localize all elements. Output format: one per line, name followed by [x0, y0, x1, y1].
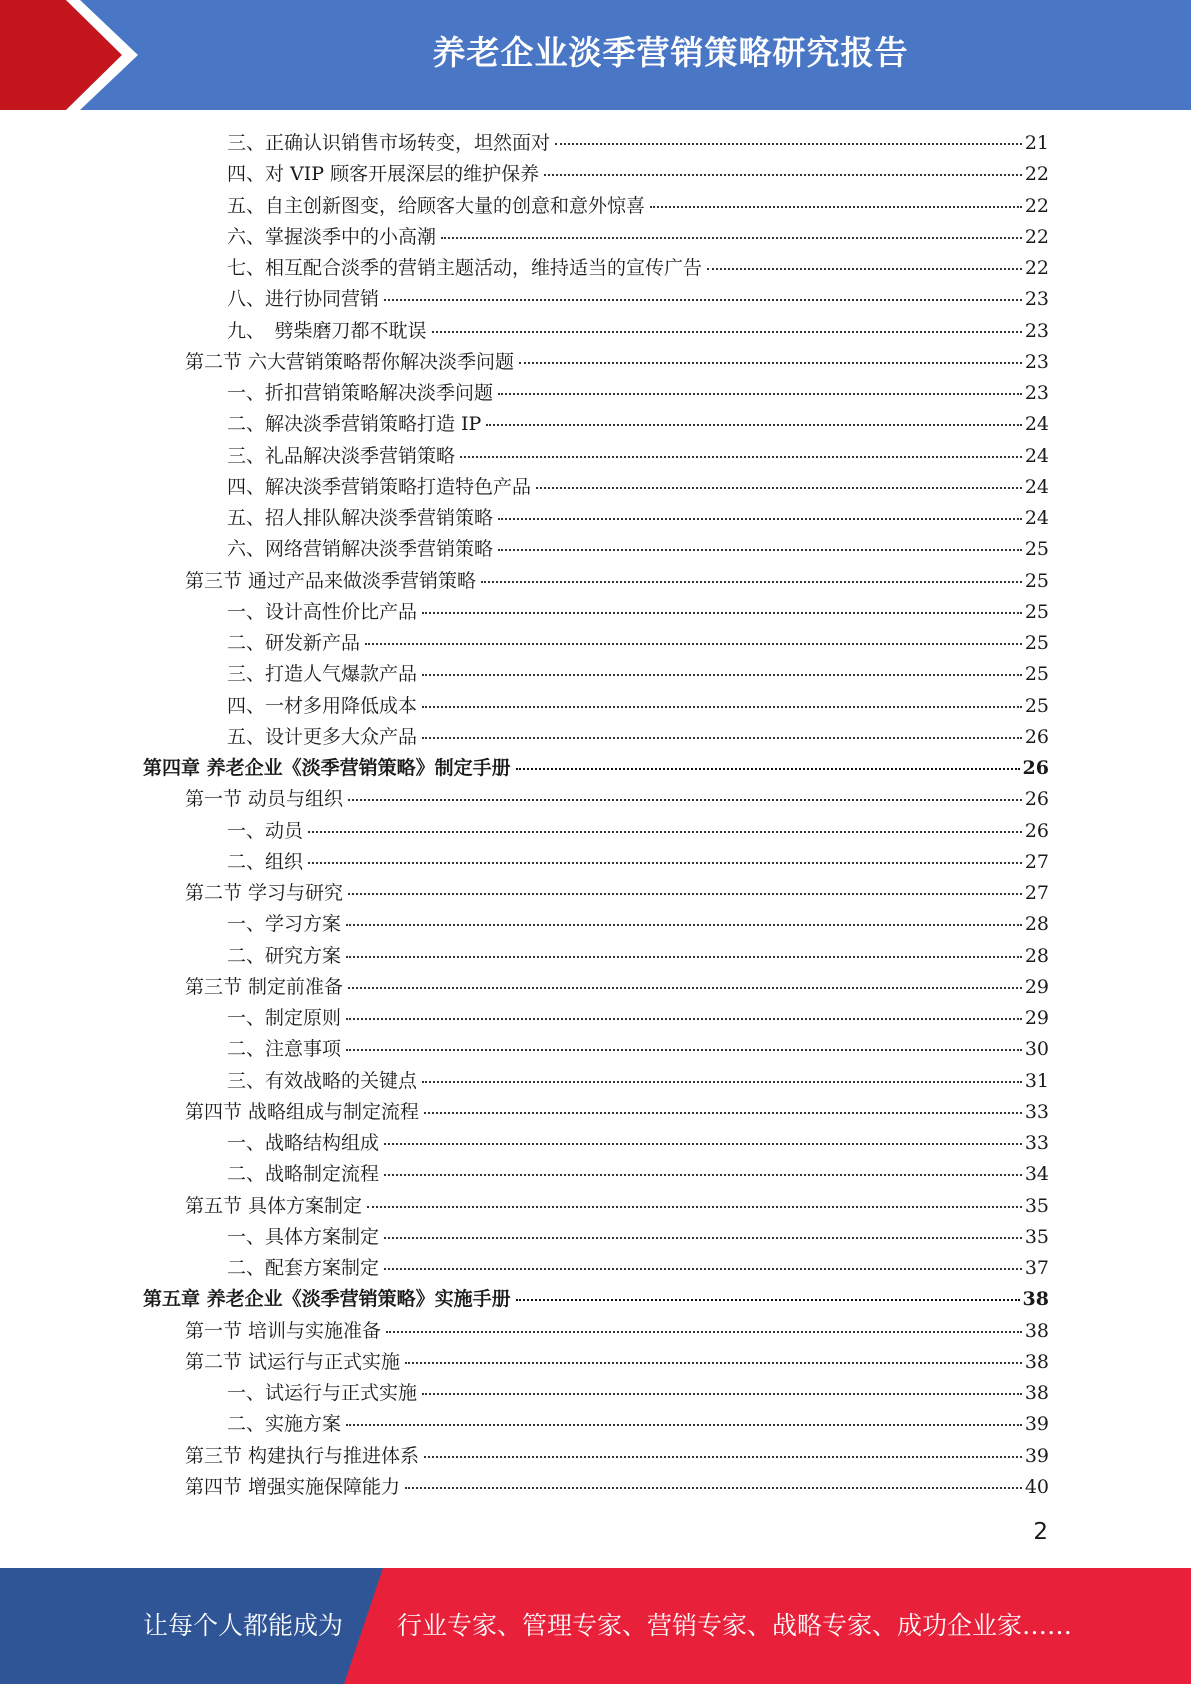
toc-subsection-entry[interactable] — [227, 1066, 1049, 1097]
toc-dot-leader — [544, 174, 1022, 176]
header-red-arrow-decoration — [0, 0, 150, 110]
toc-subsection-entry[interactable] — [227, 597, 1049, 628]
toc-entry-page: 24 — [1024, 475, 1049, 498]
toc-entry-page: 37 — [1024, 1257, 1049, 1279]
toc-entry-label: 一、战略结构组成 — [227, 1132, 380, 1154]
toc-chapter-entry[interactable] — [143, 753, 1049, 784]
toc-dot-leader — [384, 1174, 1022, 1176]
toc-entry-label: 二、实施方案 — [227, 1413, 342, 1436]
toc-entry-page: 28 — [1024, 944, 1049, 967]
toc-entry-page: 27 — [1024, 882, 1049, 904]
toc-dot-leader — [384, 299, 1022, 301]
toc-dot-leader — [432, 331, 1022, 333]
toc-dot-leader — [346, 1049, 1022, 1051]
toc-dot-leader — [422, 737, 1022, 739]
toc-entry-label: 九、 劈柴磨刀都不耽误 — [227, 319, 427, 342]
toc-entry-page: 22 — [1024, 163, 1049, 186]
toc-entry-page: 30 — [1024, 1038, 1049, 1061]
toc-entry-page: 24 — [1024, 413, 1049, 436]
toc-entry-label: 第一节 培训与实施准备 — [185, 1319, 382, 1342]
toc-section-entry[interactable] — [185, 347, 1049, 378]
toc-entry-page: 24 — [1024, 507, 1049, 529]
toc-dot-leader — [348, 893, 1022, 895]
toc-section-entry[interactable] — [185, 566, 1049, 597]
toc-entry-label: 五、自主创新图变，给顾客大量的创意和意外惊喜 — [227, 194, 646, 217]
toc-subsection-entry[interactable] — [227, 1159, 1049, 1190]
toc-entry-page: 27 — [1024, 850, 1049, 873]
toc-entry-page: 26 — [1024, 819, 1049, 842]
toc-entry-label: 第一节 动员与组织 — [185, 788, 344, 811]
toc-dot-leader — [486, 424, 1021, 426]
toc-dot-leader — [498, 549, 1022, 551]
toc-entry-label: 五、设计更多大众产品 — [227, 725, 418, 748]
footer-slogan-left: 让每个人都能成为 — [143, 1611, 344, 1640]
toc-entry-label: 第三节 通过产品来做淡季营销策略 — [185, 569, 477, 592]
footer-slogan-right: 行业专家、管理专家、营销专家、战略专家、成功企业家…… — [397, 1611, 1073, 1640]
toc-entry-page: 39 — [1024, 1444, 1049, 1467]
toc-entry-label: 第二节 六大营销策略帮你解决淡季问题 — [185, 350, 515, 373]
toc-dot-leader — [424, 1456, 1022, 1458]
toc-subsection-entry[interactable] — [227, 472, 1049, 503]
toc-entry-page: 25 — [1024, 538, 1049, 561]
toc-entry-page: 21 — [1024, 132, 1049, 154]
toc-dot-leader — [346, 1424, 1022, 1426]
toc-entry-page: 28 — [1024, 913, 1049, 936]
toc-entry-page: 34 — [1024, 1163, 1049, 1186]
toc-subsection-entry[interactable] — [227, 941, 1049, 972]
toc-entry-label: 一、制定原则 — [227, 1007, 342, 1029]
toc-entry-label: 二、研发新产品 — [227, 632, 361, 654]
toc-dot-leader — [367, 1206, 1022, 1208]
toc-dot-leader — [384, 1268, 1022, 1270]
toc-entry-label: 二、配套方案制定 — [227, 1257, 380, 1279]
toc-entry-label: 一、学习方案 — [227, 913, 342, 936]
toc-entry-label: 第四节 增强实施保障能力 — [185, 1475, 401, 1498]
toc-entry-label: 一、设计高性价比产品 — [227, 600, 418, 623]
page-header — [0, 0, 1191, 110]
toc-entry-label: 第二节 试运行与正式实施 — [185, 1350, 401, 1373]
toc-entry-page: 25 — [1024, 569, 1049, 592]
toc-subsection-entry[interactable] — [227, 441, 1049, 472]
toc-entry-label: 八、进行协同营销 — [227, 288, 380, 311]
toc-dot-leader — [422, 1393, 1022, 1395]
toc-entry-page: 22 — [1024, 257, 1049, 279]
toc-entry-page: 26 — [1024, 788, 1049, 811]
toc-entry-page: 35 — [1024, 1194, 1049, 1217]
toc-entry-label: 二、注意事项 — [227, 1038, 342, 1061]
toc-entry-label: 三、礼品解决淡季营销策略 — [227, 444, 456, 467]
toc-subsection-entry[interactable] — [227, 409, 1049, 440]
toc-dot-leader — [519, 362, 1022, 364]
toc-dot-leader — [308, 862, 1022, 864]
toc-subsection-entry[interactable] — [227, 628, 1049, 659]
toc-entry-page: 35 — [1024, 1225, 1049, 1248]
toc-entry-label: 四、对 VIP 顾客开展深层的维护保养 — [227, 163, 540, 186]
toc-section-entry[interactable] — [185, 972, 1049, 1003]
toc-subsection-entry[interactable] — [227, 316, 1049, 347]
toc-subsection-entry[interactable] — [227, 222, 1049, 253]
toc-entry-page: 23 — [1024, 382, 1049, 404]
toc-entry-label: 三、打造人气爆款产品 — [227, 663, 418, 686]
toc-dot-leader — [348, 799, 1022, 801]
toc-subsection-entry[interactable] — [227, 847, 1049, 878]
toc-entry-label: 七、相互配合淡季的营销主题活动，维持适当的宣传广告 — [227, 257, 703, 279]
toc-dot-leader — [308, 831, 1022, 833]
toc-subsection-entry[interactable] — [227, 1128, 1049, 1159]
toc-dot-leader — [346, 956, 1022, 958]
toc-entry-page: 26 — [1024, 725, 1049, 748]
toc-entry-page: 31 — [1024, 1069, 1049, 1092]
toc-dot-leader — [555, 143, 1022, 145]
toc-entry-page: 25 — [1024, 632, 1049, 654]
toc-entry-page: 33 — [1024, 1100, 1049, 1123]
toc-subsection-entry[interactable] — [227, 191, 1049, 222]
toc-subsection-entry[interactable] — [227, 1003, 1049, 1034]
toc-subsection-entry[interactable] — [227, 1034, 1049, 1065]
toc-dot-leader — [707, 268, 1022, 270]
toc-dot-leader — [346, 1018, 1022, 1020]
toc-entry-label: 五、招人排队解决淡季营销策略 — [227, 507, 494, 529]
toc-entry-page: 29 — [1024, 975, 1049, 998]
toc-dot-leader — [498, 518, 1022, 520]
toc-section-entry[interactable] — [185, 1441, 1049, 1472]
toc-entry-label: 一、动员 — [227, 819, 304, 842]
toc-entry-label: 四、解决淡季营销策略打造特色产品 — [227, 475, 532, 498]
toc-subsection-entry[interactable] — [227, 159, 1049, 190]
toc-subsection-entry[interactable] — [227, 534, 1049, 565]
toc-entry-label: 三、正确认识销售市场转变，坦然面对 — [227, 132, 551, 154]
toc-subsection-entry[interactable] — [227, 503, 1049, 534]
toc-subsection-entry[interactable] — [227, 659, 1049, 690]
toc-dot-leader — [498, 393, 1022, 395]
toc-dot-leader — [441, 237, 1022, 239]
toc-dot-leader — [386, 1331, 1022, 1333]
toc-entry-label: 二、战略制定流程 — [227, 1163, 380, 1186]
toc-entry-page: 38 — [1024, 1382, 1049, 1404]
toc-dot-leader — [348, 987, 1022, 989]
toc-entry-label: 第四节 战略组成与制定流程 — [185, 1100, 420, 1123]
toc-section-entry[interactable] — [185, 878, 1049, 909]
toc-dot-leader — [384, 1143, 1022, 1145]
toc-entry-label: 第三节 构建执行与推进体系 — [185, 1444, 420, 1467]
toc-subsection-entry[interactable] — [227, 816, 1049, 847]
toc-section-entry[interactable] — [185, 1472, 1049, 1503]
toc-section-entry[interactable] — [185, 1316, 1049, 1347]
toc-dot-leader — [422, 706, 1022, 708]
toc-entry-page: 38 — [1024, 1350, 1049, 1373]
toc-entry-page: 23 — [1024, 350, 1049, 373]
toc-entry-page: 25 — [1024, 694, 1049, 717]
toc-subsection-entry[interactable] — [227, 1222, 1049, 1253]
toc-entry-label: 四、一材多用降低成本 — [227, 694, 418, 717]
toc-dot-leader — [424, 1112, 1022, 1114]
toc-entry-label: 一、折扣营销策略解决淡季问题 — [227, 382, 494, 404]
toc-dot-leader — [405, 1362, 1022, 1364]
page-footer — [0, 1568, 1191, 1684]
toc-subsection-entry[interactable] — [227, 909, 1049, 940]
toc-entry-page: 29 — [1024, 1007, 1049, 1029]
toc-subsection-entry[interactable] — [227, 128, 1049, 159]
toc-entry-page: 33 — [1024, 1132, 1049, 1154]
toc-entry-label: 一、具体方案制定 — [227, 1225, 380, 1248]
toc-entry-page: 22 — [1024, 225, 1049, 248]
toc-subsection-entry[interactable] — [227, 691, 1049, 722]
toc-entry-label: 二、解决淡季营销策略打造 IP — [227, 413, 482, 436]
toc-dot-leader — [481, 581, 1022, 583]
toc-dot-leader — [346, 924, 1022, 926]
toc-dot-leader — [405, 1487, 1022, 1489]
toc-subsection-entry[interactable] — [227, 253, 1049, 284]
toc-entry-page: 40 — [1024, 1475, 1049, 1498]
toc-dot-leader — [422, 1081, 1022, 1083]
toc-chapter-entry[interactable] — [143, 1284, 1049, 1315]
toc-entry-label: 二、组织 — [227, 850, 304, 873]
toc-entry-page: 23 — [1024, 288, 1049, 311]
toc-entry-page: 26 — [1022, 757, 1049, 779]
toc-subsection-entry[interactable] — [227, 1378, 1049, 1409]
toc-subsection-entry[interactable] — [227, 722, 1049, 753]
toc-dot-leader — [516, 1299, 1020, 1301]
toc-entry-label: 六、网络营销解决淡季营销策略 — [227, 538, 494, 561]
toc-entry-label: 第四章 养老企业《淡季营销策略》制定手册 — [143, 757, 511, 779]
toc-entry-page: 24 — [1024, 444, 1049, 467]
toc-dot-leader — [650, 206, 1022, 208]
toc-entry-page: 38 — [1024, 1319, 1049, 1342]
toc-section-entry[interactable] — [185, 1191, 1049, 1222]
toc-dot-leader — [365, 643, 1022, 645]
toc-entry-label: 第二节 学习与研究 — [185, 882, 344, 904]
toc-dot-leader — [384, 1237, 1022, 1239]
toc-section-entry[interactable] — [185, 784, 1049, 815]
toc-subsection-entry[interactable] — [227, 1409, 1049, 1440]
toc-entry-label: 第五章 养老企业《淡季营销策略》实施手册 — [143, 1288, 511, 1311]
toc-entry-page: 22 — [1024, 194, 1049, 217]
toc-entry-label: 第五节 具体方案制定 — [185, 1194, 363, 1217]
report-title: 养老企业淡季营销策略研究报告 — [432, 33, 909, 72]
toc-dot-leader — [516, 768, 1020, 770]
toc-section-entry[interactable] — [185, 1347, 1049, 1378]
toc-dot-leader — [422, 674, 1022, 676]
toc-entry-label: 三、有效战略的关键点 — [227, 1069, 418, 1092]
toc-subsection-entry[interactable] — [227, 284, 1049, 315]
toc-section-entry[interactable] — [185, 1097, 1049, 1128]
toc-entry-label: 六、掌握淡季中的小高潮 — [227, 225, 437, 248]
toc-entry-label: 二、研究方案 — [227, 944, 342, 967]
toc-subsection-entry[interactable] — [227, 1253, 1049, 1284]
toc-entry-page: 23 — [1024, 319, 1049, 342]
toc-entry-page: 25 — [1024, 600, 1049, 623]
toc-entry-label: 第三节 制定前准备 — [185, 975, 344, 998]
toc-entry-page: 25 — [1024, 663, 1049, 686]
toc-entry-page: 38 — [1022, 1288, 1049, 1311]
toc-dot-leader — [460, 456, 1022, 458]
toc-entry-label: 一、试运行与正式实施 — [227, 1382, 418, 1404]
page-number: 2 — [1033, 1519, 1048, 1545]
toc-dot-leader — [536, 487, 1022, 489]
toc-subsection-entry[interactable] — [227, 378, 1049, 409]
toc-dot-leader — [422, 612, 1022, 614]
toc-entry-page: 39 — [1024, 1413, 1049, 1436]
